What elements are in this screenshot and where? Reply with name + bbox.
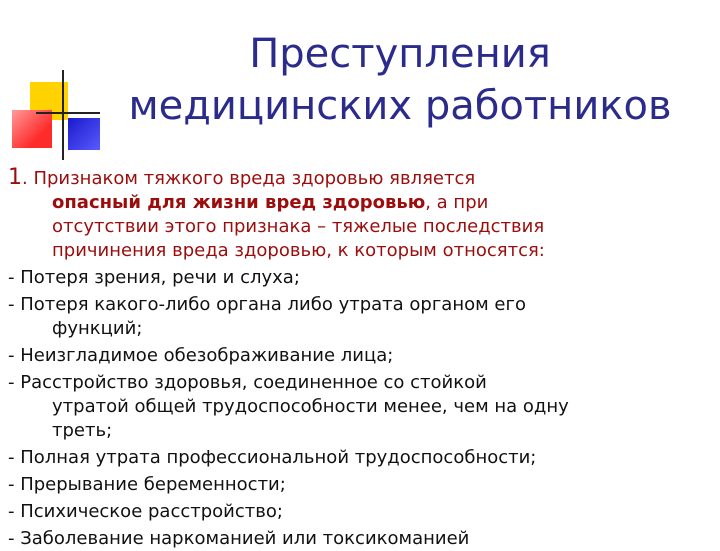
list-item-5: [8, 446, 708, 470]
list-item-text-cont: функций;: [52, 318, 143, 339]
title-line-2: медицинских работников: [128, 83, 672, 129]
intro-line-3: отсутствии этого признака – тяжелые последствия: [52, 216, 545, 237]
list-item-7: [8, 500, 708, 524]
list-item-4: [8, 371, 708, 443]
list-item-text: - Заболевание наркоманией или токсикоманией: [8, 528, 470, 549]
list-item-6: [8, 473, 708, 497]
list-item-3: [8, 344, 708, 368]
intro-text-2: , а при: [425, 192, 489, 213]
slide-title: [90, 28, 710, 132]
slide-body: [8, 166, 708, 551]
intro-line-4: причинения вреда здоровью, к которым относятся:: [52, 240, 545, 261]
list-item-text-cont: утратой общей трудоспособности менее, чем на одну: [52, 396, 569, 417]
list-item-2: [8, 293, 708, 341]
list-item-text: - Потеря какого-либо органа либо утрата органом его: [8, 294, 526, 315]
item-number: 1: [8, 165, 22, 190]
list-item-text: - Прерывание беременности;: [8, 474, 286, 495]
intro-bold-text: опасный для жизни вред здоровью: [52, 192, 426, 213]
intro-paragraph: [8, 166, 708, 263]
list-item-text: - Потеря зрения, речи и слуха;: [8, 267, 300, 288]
list-item-text: - Неизгладимое обезображивание лица;: [8, 345, 394, 366]
intro-text-1: . Признаком тяжкого вреда здоровью является: [22, 168, 476, 189]
intro-line-2: [8, 191, 708, 215]
list-item-text: - Психическое расстройство;: [8, 501, 283, 522]
list-item-1: [8, 266, 708, 290]
vertical-line: [62, 70, 64, 160]
red-square: [12, 110, 52, 148]
title-line-1: Преступления: [249, 31, 551, 77]
list-item-text: - Полная утрата профессиональной трудоспособности;: [8, 447, 537, 468]
list-item-text: - Расстройство здоровья, соединенное со стойкой: [8, 372, 487, 393]
list-item-text-cont: треть;: [52, 420, 113, 441]
list-item-8: [8, 527, 708, 551]
